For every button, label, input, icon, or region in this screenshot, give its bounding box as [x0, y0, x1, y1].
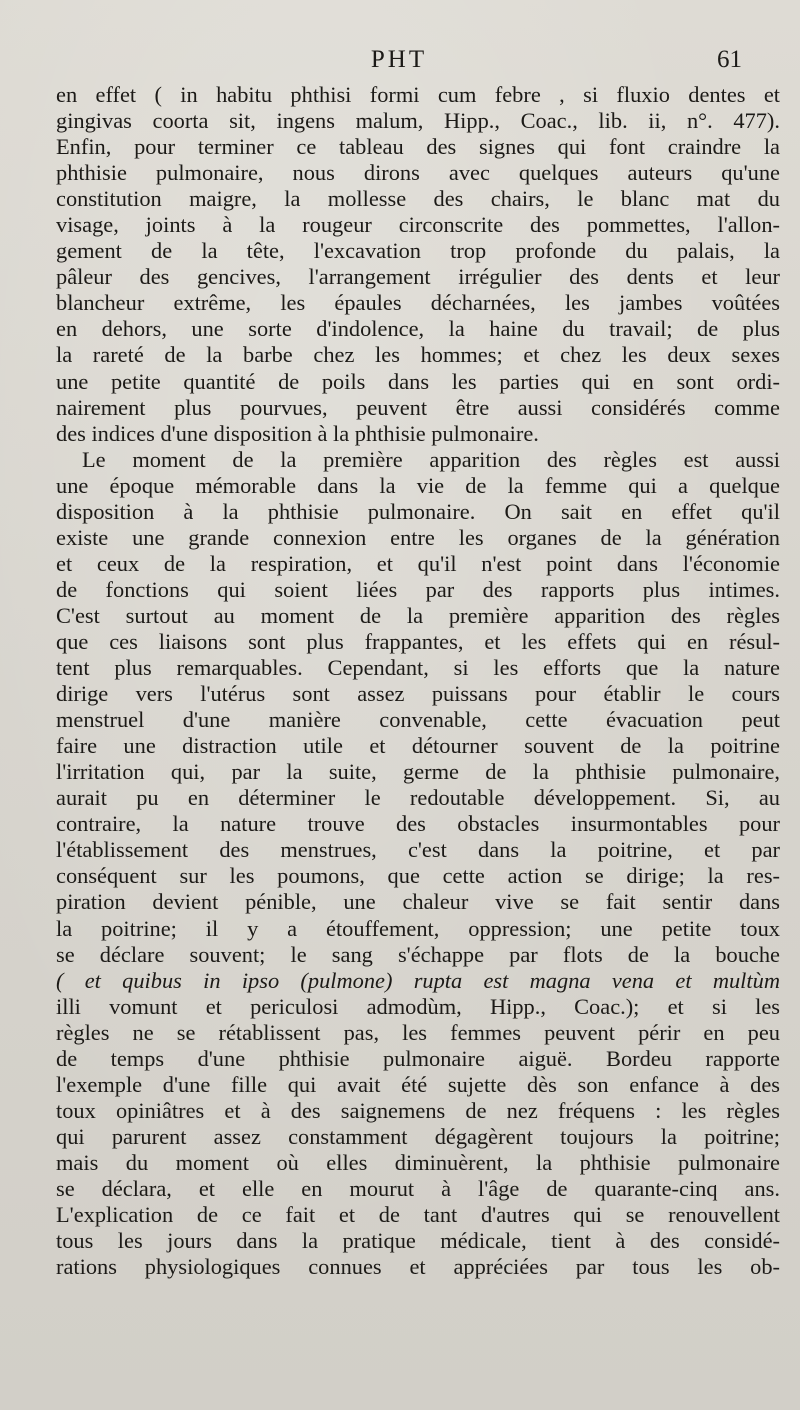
- text-line: menstruel d'une manière convenable, cette évacuation peut: [56, 707, 780, 733]
- text-line: que ces liaisons sont plus frappantes, et les effets qui en résul-: [56, 628, 780, 654]
- text-line: blancheur extrême, les épaules décharnées, les jambes voûtées: [56, 290, 780, 316]
- text-line: L'explication de ce fait et de tant d'autres qui se renouvellent: [56, 1202, 780, 1228]
- body-text: [56, 82, 780, 1280]
- text-line: de temps d'une phthisie pulmonaire aiguë. Bordeu rapporte: [56, 1045, 780, 1071]
- text-line: l'irritation qui, par la suite, germe de la phthisie pulmonaire,: [56, 759, 780, 785]
- text-line: et ceux de la respiration, et qu'il n'est point dans l'économie: [56, 550, 780, 576]
- page-header: [56, 46, 742, 80]
- text-line: faire une distraction utile et détourner souvent de la poitrine: [56, 733, 780, 759]
- text-line: tent plus remarquables. Cependant, si les efforts que la nature: [56, 655, 780, 681]
- text-line: des indices d'une disposition à la phthisie pulmonaire.: [56, 420, 539, 446]
- text-line: la poitrine; il y a étouffement, oppression; une petite toux: [56, 915, 780, 941]
- text-line: contraire, la nature trouve des obstacles insurmontables pour: [56, 811, 780, 837]
- text-line: toux opiniâtres et à des saignemens de nez fréquens : les règles: [56, 1097, 780, 1123]
- text-line: se déclara, et elle en mourut à l'âge de quarante-cinq ans.: [56, 1175, 780, 1201]
- text-line: illi vomunt et periculosi admodùm, Hipp., Coac.); et si les: [56, 993, 780, 1019]
- text-line: règles ne se rétablissent pas, les femmes peuvent périr en peu: [56, 1019, 780, 1045]
- paragraph-2: [56, 447, 780, 1281]
- text-line: mais du moment où elles diminuèrent, la phthisie pulmonaire: [56, 1149, 780, 1175]
- text-line: pâleur des gencives, l'arrangement irrégulier des dents et leur: [56, 264, 780, 290]
- text-line: se déclare souvent; le sang s'échappe par flots de la bouche: [56, 941, 780, 967]
- text-line: nairement plus pourvues, peuvent être aussi considérés comme: [56, 394, 780, 420]
- text-line: la rareté de la barbe chez les hommes; et chez les deux sexes: [56, 342, 780, 368]
- text-line: tous les jours dans la pratique médicale, tient à des considé-: [56, 1228, 780, 1254]
- text-line: existe une grande connexion entre les organes de la génération: [56, 524, 780, 550]
- text-line: rations physiologiques connues et appréciées par tous les ob-: [56, 1254, 780, 1280]
- text-line: Le moment de la première apparition des règles est aussi: [82, 446, 780, 472]
- text-line: en dehors, une sorte d'indolence, la haine du travail; de plus: [56, 316, 780, 342]
- text-line: phthisie pulmonaire, nous dirons avec quelques auteurs qu'une: [56, 160, 780, 186]
- text-line: visage, joints à la rougeur circonscrite des pommettes, l'allon-: [56, 212, 780, 238]
- text-line: l'établissement des menstrues, c'est dans la poitrine, et par: [56, 837, 780, 863]
- text-line: une époque mémorable dans la vie de la femme qui a quelque: [56, 472, 780, 498]
- text-line: piration devient pénible, une chaleur vive se fait sentir dans: [56, 889, 780, 915]
- text-line: aurait pu en déterminer le redoutable développement. Si, au: [56, 785, 780, 811]
- text-line: une petite quantité de poils dans les parties qui en sont ordi-: [56, 368, 780, 394]
- text-line: constitution maigre, la mollesse des chairs, le blanc mat du: [56, 186, 780, 212]
- text-line: l'exemple d'une fille qui avait été sujette dès son enfance à des: [56, 1071, 780, 1097]
- text-line: de fonctions qui soient liées par des rapports plus intimes.: [56, 576, 780, 602]
- text-line: ( et quibus in ipso (pulmone) rupta est magna vena et multùm: [56, 967, 780, 993]
- text-line: gingivas coorta sit, ingens malum, Hipp., Coac., lib. ii, n°. 477).: [56, 108, 780, 134]
- text-line: Enfin, pour terminer ce tableau des signes qui font craindre la: [56, 134, 780, 160]
- text-line: disposition à la phthisie pulmonaire. On sait en effet qu'il: [56, 498, 780, 524]
- running-head: PHT: [370, 46, 428, 73]
- text-line: gement de la tête, l'excavation trop profonde du palais, la: [56, 238, 780, 264]
- page-number: 61: [717, 46, 742, 73]
- text-line: dirige vers l'utérus sont assez puissans pour établir le cours: [56, 681, 780, 707]
- text-line: en effet ( in habitu phthisi formi cum febre , si fluxio dentes et: [56, 82, 780, 107]
- text-line: qui parurent assez constamment dégagèrent toujours la poitrine;: [56, 1123, 780, 1149]
- text-line: conséquent sur les poumons, que cette action se dirige; la res-: [56, 863, 780, 889]
- text-line: C'est surtout au moment de la première apparition des règles: [56, 602, 780, 628]
- paragraph-1: [56, 82, 780, 447]
